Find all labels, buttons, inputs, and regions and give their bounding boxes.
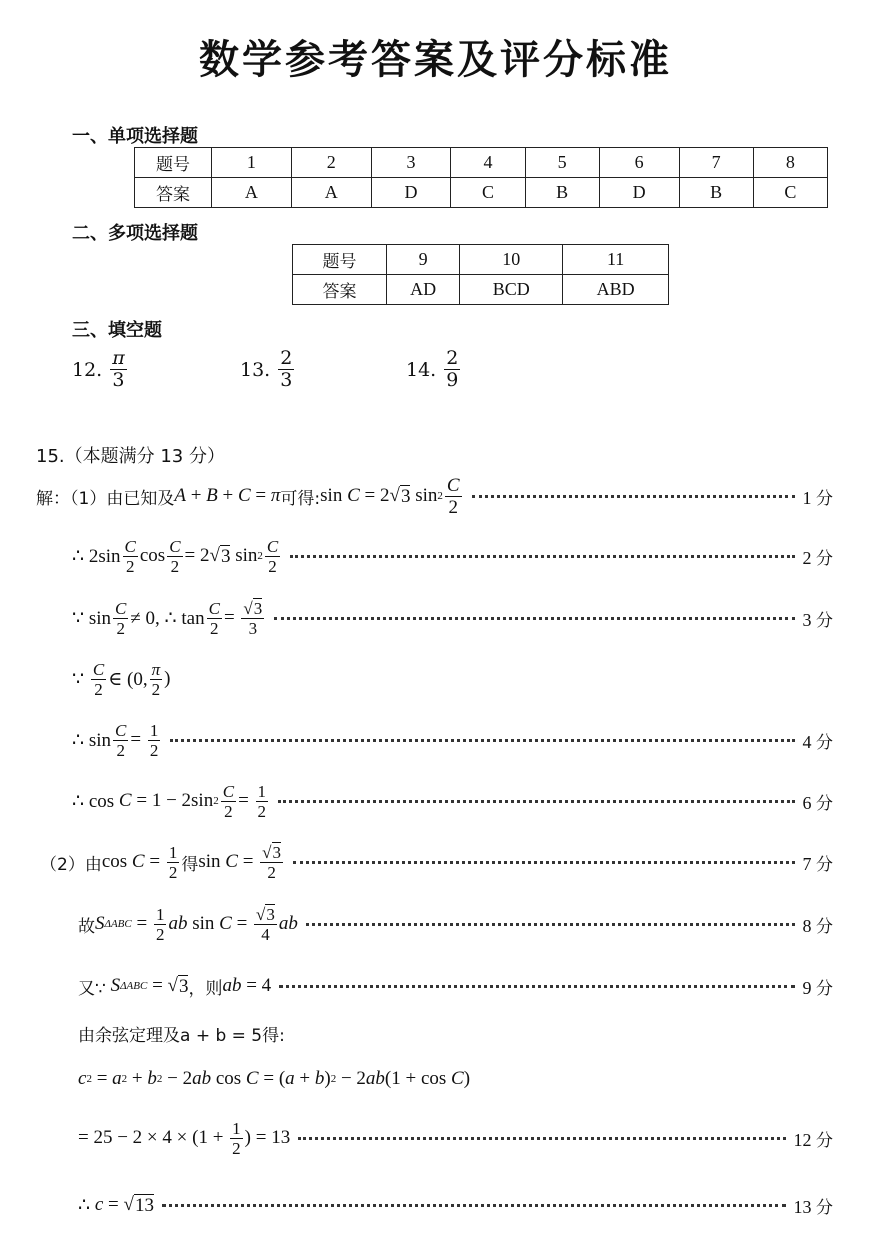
dot-leader bbox=[298, 1137, 785, 1140]
section-heading-single-choice: 一、单项选择题 bbox=[72, 126, 198, 147]
dot-leader bbox=[278, 800, 794, 803]
dot-leader bbox=[162, 1204, 786, 1207]
table-cell: 4 bbox=[451, 148, 525, 178]
score-label: 6 分 bbox=[802, 792, 833, 814]
row-label-answer: 答案 bbox=[293, 275, 387, 305]
solution-line bbox=[0, 777, 871, 825]
dot-leader bbox=[290, 555, 794, 558]
table-cell: 5 bbox=[525, 148, 599, 178]
table-cell: 11 bbox=[563, 245, 669, 275]
blank-answer bbox=[278, 348, 294, 391]
score-label: 1 分 bbox=[802, 487, 833, 509]
table-cell: C bbox=[753, 178, 827, 208]
solution-line bbox=[0, 1062, 871, 1096]
solution-text: 可得: bbox=[280, 488, 321, 509]
dot-leader bbox=[274, 617, 794, 620]
dot-leader bbox=[279, 985, 794, 988]
score-label: 13 分 bbox=[793, 1196, 833, 1218]
solution-math: ∴ sin $\frac{C}{2}$ = $\frac{1}{2}$ bbox=[72, 720, 159, 760]
numerator: 2 bbox=[446, 347, 459, 369]
table-cell: 6 bbox=[599, 148, 679, 178]
solution-text: ，则 bbox=[188, 978, 223, 999]
dot-leader bbox=[293, 861, 795, 864]
solution-text: 又∵ bbox=[78, 978, 106, 999]
solution-line bbox=[0, 838, 871, 886]
numerator: 2 bbox=[280, 347, 293, 369]
table-row bbox=[293, 245, 669, 275]
solution-line bbox=[0, 1114, 871, 1162]
solution-math: ∴ c = √ 13 bbox=[78, 1194, 154, 1216]
solution-math: 又∵ S ΔABC = √ 3 ，则 ab = 4 bbox=[78, 975, 272, 999]
fill-blank-14 bbox=[406, 348, 460, 391]
table-cell: 7 bbox=[679, 148, 753, 178]
solution-text: 由余弦定理及a + b = 5得: bbox=[78, 1025, 285, 1046]
table-cell: D bbox=[599, 178, 679, 208]
solution-line bbox=[0, 532, 871, 580]
solution-math: ∴ 2sin $\frac{C}{2}$ cos $\frac{C}{2}$ = 2 √ 3 sin 2 $\frac{C}{2}$ bbox=[72, 536, 279, 576]
table-cell: C bbox=[451, 178, 525, 208]
solution-text: 故 bbox=[78, 916, 95, 937]
table-cell: ABD bbox=[563, 275, 669, 305]
table-cell: A bbox=[212, 178, 292, 208]
solution-line bbox=[0, 1016, 871, 1050]
score-label: 12 分 bbox=[793, 1129, 833, 1151]
blank-number: 14. bbox=[406, 358, 437, 381]
fill-blank-13 bbox=[240, 348, 294, 391]
table-row bbox=[135, 178, 828, 208]
solution-math: 故 S ΔABC = $\frac{1}{2}$ ab sin C = $\frac{√3}{4}$ ab bbox=[78, 904, 298, 944]
solution-math: （2）由 cos C = $\frac{1}{2}$ 得 sin C = $\frac{√3}{2}$ bbox=[40, 842, 281, 882]
score-label: 2 分 bbox=[802, 547, 833, 569]
table-cell: 9 bbox=[387, 245, 460, 275]
blank-number: 13. bbox=[240, 358, 271, 381]
solution-math: ∵ $\frac{C}{2}$ ∈ (0, $\frac{\pi}{2}$ ) bbox=[72, 659, 171, 699]
dot-leader bbox=[306, 923, 795, 926]
denominator: 9 bbox=[446, 369, 459, 391]
table-cell: 3 bbox=[371, 148, 451, 178]
solution-math: ∴ cos C = 1 − 2sin 2 $\frac{C}{2}$ = $\frac{1}{2}$ bbox=[72, 781, 267, 821]
problem-15-header: 15.（本题满分 13 分） bbox=[36, 446, 225, 467]
table-cell: 1 bbox=[212, 148, 292, 178]
fill-blank-12 bbox=[72, 348, 127, 391]
table-cell: B bbox=[679, 178, 753, 208]
solution-line bbox=[0, 966, 871, 1006]
table-row bbox=[135, 148, 828, 178]
solution-line bbox=[0, 1188, 871, 1222]
solution-math: = 25 − 2 × 4 × (1 + $\frac{1}{2}$ ) = 13 bbox=[78, 1118, 291, 1158]
table-cell: 8 bbox=[753, 148, 827, 178]
row-label-answer: 答案 bbox=[135, 178, 212, 208]
solution-line bbox=[0, 472, 871, 520]
solution-math: ∵ sin $\frac{C}{2}$ ≠ 0, ∴ tan $\frac{C}{2}$ = $\frac{√3}{3}$ bbox=[72, 598, 263, 638]
solution-line bbox=[0, 900, 871, 948]
multi-choice-answer-table bbox=[292, 244, 669, 305]
score-label: 3 分 bbox=[802, 609, 833, 631]
table-cell: D bbox=[371, 178, 451, 208]
solution-line bbox=[0, 716, 871, 764]
blank-number: 12. bbox=[72, 358, 103, 381]
solution-math: 解：（1）由已知及 A + B + C = π 可得: sin C = 2 √ 3 sin 2 $\frac{C}{2}$ bbox=[36, 474, 460, 518]
denominator: 3 bbox=[280, 369, 293, 391]
solution-line bbox=[0, 655, 871, 703]
table-cell: 2 bbox=[291, 148, 371, 178]
section-heading-multi-choice: 二、多项选择题 bbox=[72, 223, 198, 244]
dot-leader bbox=[472, 495, 795, 498]
numerator: π bbox=[112, 347, 125, 369]
table-cell: 10 bbox=[460, 245, 563, 275]
denominator: 3 bbox=[112, 369, 125, 391]
single-choice-answer-table bbox=[134, 147, 828, 208]
solution-text: 解：（1）由已知及 bbox=[36, 488, 175, 509]
table-cell: A bbox=[291, 178, 371, 208]
page-title: 数学参考答案及评分标准 bbox=[199, 37, 672, 83]
blank-answer bbox=[444, 348, 460, 391]
solution-text: 得 bbox=[181, 854, 199, 875]
section-heading-fill-blank: 三、填空题 bbox=[72, 320, 162, 341]
score-label: 7 分 bbox=[802, 853, 833, 875]
table-cell: BCD bbox=[460, 275, 563, 305]
solution-text: （2）由 bbox=[40, 854, 102, 875]
blank-answer bbox=[110, 348, 127, 391]
score-label: 4 分 bbox=[802, 731, 833, 753]
row-label-question: 题号 bbox=[135, 148, 212, 178]
table-row bbox=[293, 275, 669, 305]
dot-leader bbox=[170, 739, 794, 742]
solution-math: c 2 = a 2 + b 2 − 2 ab cos C = ( a + b ) 2 − 2 ab (1 + cos C ) bbox=[78, 1068, 471, 1089]
score-label: 8 分 bbox=[802, 915, 833, 937]
solution-line bbox=[0, 594, 871, 642]
table-cell: B bbox=[525, 178, 599, 208]
score-label: 9 分 bbox=[802, 977, 833, 999]
row-label-question: 题号 bbox=[293, 245, 387, 275]
table-cell: AD bbox=[387, 275, 460, 305]
